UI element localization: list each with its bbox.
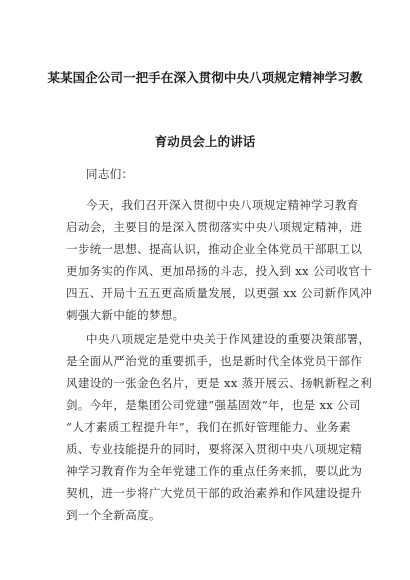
document-title-line-1: 某某国企公司一把手在深入贯彻中央八项规定精神学习教 [47, 70, 363, 85]
paragraph-2-line-2: 是全面从严治党的重要抓手，也是新时代全体党员干部作 [66, 354, 363, 368]
document-title-line-2: 育动员会上的讲话 [154, 134, 256, 149]
paragraph-2-line-5: “人才素质工程提升年”，我们在抓好管理能力、业务素 [66, 420, 352, 434]
paragraph-1-line-6: 刺强大新中能的梦想。 [66, 308, 185, 322]
paragraph-2-line-9: 到一个全新高度。 [66, 508, 161, 522]
paragraph-2-line-4: 剑。今年，是集团公司党建“强基固效”年，也是 xx 公司 [66, 398, 361, 412]
paragraph-1-line-4: 更加务实的作风、更加昂扬的斗志，投入到 xx 公司收官十 [66, 264, 373, 278]
paragraph-1-line-1: 今天，我们召开深入贯彻中央八项规定精神学习教育 [86, 198, 359, 212]
paragraph-2-line-6: 质、专业技能提升的同时，要将深入贯彻中央八项规定精 [66, 442, 363, 456]
paragraph-2-line-7: 神学习教育作为全年党建工作的重点任务来抓，要以此为 [66, 464, 363, 478]
greeting: 同志们： [86, 167, 134, 181]
paragraph-1-line-2: 启动会，主要目的是深入贯彻落实中央八项规定精神，进 [66, 220, 363, 234]
paragraph-2-line-1: 中央八项规定是党中央关于作风建设的重要决策部署， [86, 332, 371, 346]
paragraph-1-line-3: 一步统一思想、提高认识，推动企业全体党员干部职工以 [66, 242, 363, 256]
paragraph-2-line-3: 风建设的一张金色名片，更是 xx 蒸开展云、扬帆新程之利 [66, 376, 373, 390]
paragraph-2-line-8: 契机，进一步将广大党员干部的政治素养和作风建设提升 [66, 486, 363, 500]
paragraph-1-line-5: 四五、开局十五五更高质量发展，以更强 xx 公司新作风冲 [66, 286, 373, 300]
